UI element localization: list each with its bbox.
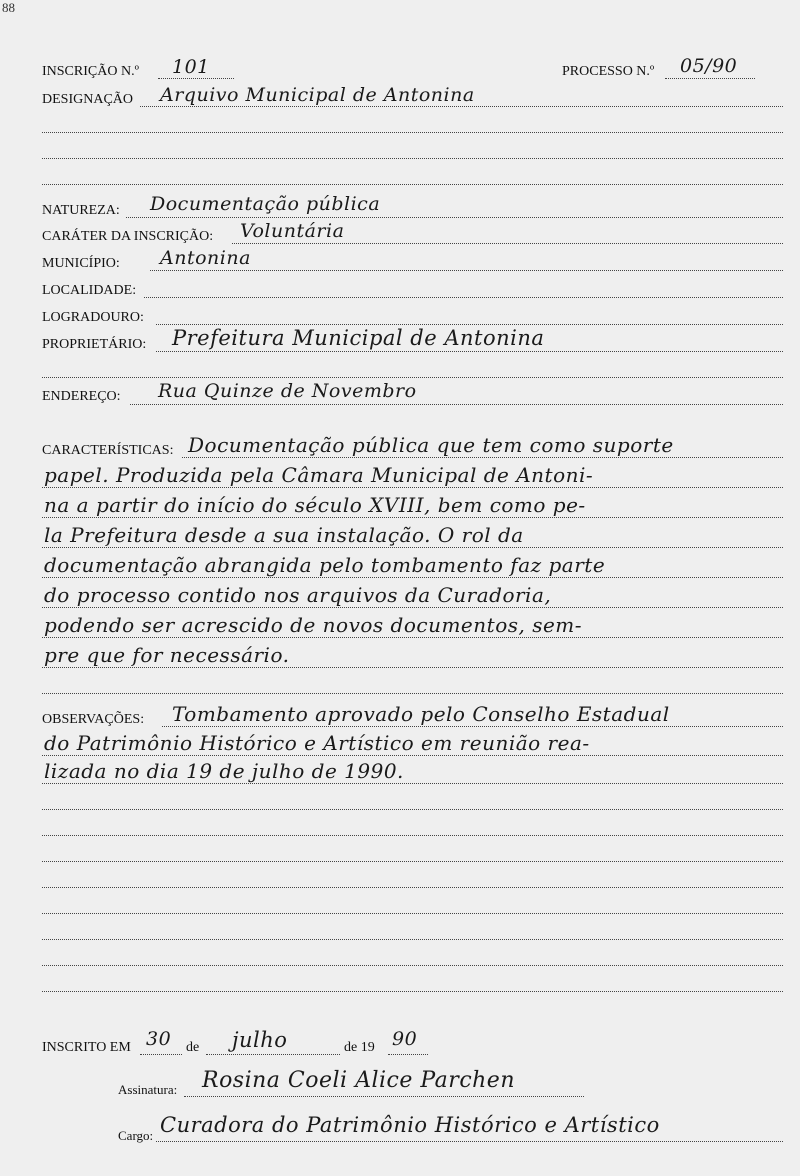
natureza-value: Documentação pública <box>150 193 381 215</box>
caracteristicas-rule-6 <box>42 607 783 608</box>
observacoes-rule-1 <box>162 726 783 727</box>
caracteristicas-line-6: do processo contido nos arquivos da Curadoria, <box>44 583 552 607</box>
proprietario-line <box>156 351 783 352</box>
inscrito-year-line <box>388 1054 428 1055</box>
inscrito-label: INSCRITO EM <box>42 1040 131 1055</box>
natureza-label: NATUREZA: <box>42 203 120 218</box>
localidade-label: LOCALIDADE: <box>42 283 137 298</box>
municipio-line <box>150 270 783 271</box>
assinatura-label: Assinatura: <box>118 1082 178 1097</box>
caracteristicas-line-5: documentação abrangida pelo tombamento faz parte <box>44 553 606 577</box>
caracteristicas-rule-1 <box>182 457 783 458</box>
designacao-value: Arquivo Municipal de Antonina <box>160 84 475 106</box>
designacao-line-2 <box>42 132 783 133</box>
designacao-line-4 <box>42 184 783 185</box>
observacoes-rule-5 <box>42 835 783 836</box>
inscrito-month-line <box>206 1054 340 1055</box>
municipio-label: MUNICÍPIO: <box>42 256 120 271</box>
cargo-line <box>156 1141 783 1142</box>
proprietario-line-2 <box>42 377 783 378</box>
caracteristicas-label: CARACTERÍSTICAS: <box>42 443 174 458</box>
caracteristicas-rule-5 <box>42 577 783 578</box>
assinatura-line <box>184 1096 584 1097</box>
observacoes-rule-9 <box>42 939 783 940</box>
designacao-line-3 <box>42 158 783 159</box>
inscrito-day: 30 <box>146 1028 172 1050</box>
caracteristicas-rule-4 <box>42 547 783 548</box>
caracteristicas-rule-7 <box>42 637 783 638</box>
corner-mark: 88 <box>2 0 15 15</box>
inscrito-de1: de <box>186 1040 200 1055</box>
caracteristicas-rule-9 <box>42 693 783 694</box>
caracteristicas-line-2: papel. Produzida pela Câmara Municipal de Antoni- <box>44 463 594 487</box>
caracteristicas-line-8: pre que for necessário. <box>44 643 290 667</box>
inscricao-line <box>158 78 234 79</box>
caracteristicas-line-1: Documentação pública que tem como suporte <box>188 433 674 457</box>
proprietario-label: PROPRIETÁRIO: <box>42 337 147 352</box>
natureza-line <box>126 217 783 218</box>
carater-label: CARÁTER DA INSCRIÇÃO: <box>42 229 214 244</box>
endereco-line <box>130 404 783 405</box>
endereco-label: ENDEREÇO: <box>42 389 121 404</box>
designacao-label: DESIGNAÇÃO <box>42 92 133 107</box>
carater-value: Voluntária <box>240 220 345 242</box>
carater-line <box>232 243 783 244</box>
inscrito-year: 90 <box>392 1028 418 1050</box>
caracteristicas-rule-3 <box>42 517 783 518</box>
localidade-line <box>144 297 783 298</box>
caracteristicas-rule-2 <box>42 487 783 488</box>
processo-label: PROCESSO N.º <box>562 64 655 79</box>
observacoes-rule-7 <box>42 887 783 888</box>
observacoes-rule-8 <box>42 913 783 914</box>
municipio-value: Antonina <box>160 247 251 269</box>
logradouro-label: LOGRADOURO: <box>42 310 144 325</box>
observacoes-line-2: do Patrimônio Histórico e Artístico em reunião rea- <box>44 731 590 755</box>
observacoes-line-3: lizada no dia 19 de julho de 1990. <box>44 759 404 783</box>
observacoes-rule-10 <box>42 965 783 966</box>
observacoes-rule-11 <box>42 991 783 992</box>
observacoes-rule-2 <box>42 755 783 756</box>
inscrito-day-line <box>140 1054 182 1055</box>
caracteristicas-line-7: podendo ser acrescido de novos documentos, sem- <box>44 613 583 637</box>
inscricao-value: 101 <box>172 56 210 78</box>
logradouro-line <box>156 324 783 325</box>
observacoes-rule-3 <box>42 783 783 784</box>
observacoes-rule-6 <box>42 861 783 862</box>
cargo-label: Cargo: <box>118 1128 154 1143</box>
proprietario-value: Prefeitura Municipal de Antonina <box>172 326 545 350</box>
inscricao-label: INSCRIÇÃO N.º <box>42 64 139 79</box>
observacoes-rule-4 <box>42 809 783 810</box>
observacoes-line-1: Tombamento aprovado pelo Conselho Estadual <box>172 702 670 726</box>
observacoes-label: OBSERVAÇÕES: <box>42 712 145 727</box>
caracteristicas-line-4: la Prefeitura desde a sua instalação. O rol da <box>44 523 524 547</box>
caracteristicas-line-3: na a partir do início do século XVIII, bem como pe- <box>44 493 586 517</box>
assinatura-value: Rosina Coeli Alice Parchen <box>202 1068 515 1093</box>
endereco-value: Rua Quinze de Novembro <box>158 380 417 402</box>
cargo-value: Curadora do Patrimônio Histórico e Artístico <box>160 1113 660 1137</box>
designacao-line <box>140 106 783 107</box>
inscrito-month: julho <box>232 1028 288 1052</box>
processo-value: 05/90 <box>680 55 738 77</box>
inscrito-de2: de 19 <box>344 1040 375 1055</box>
caracteristicas-rule-8 <box>42 667 783 668</box>
processo-line <box>665 78 755 79</box>
